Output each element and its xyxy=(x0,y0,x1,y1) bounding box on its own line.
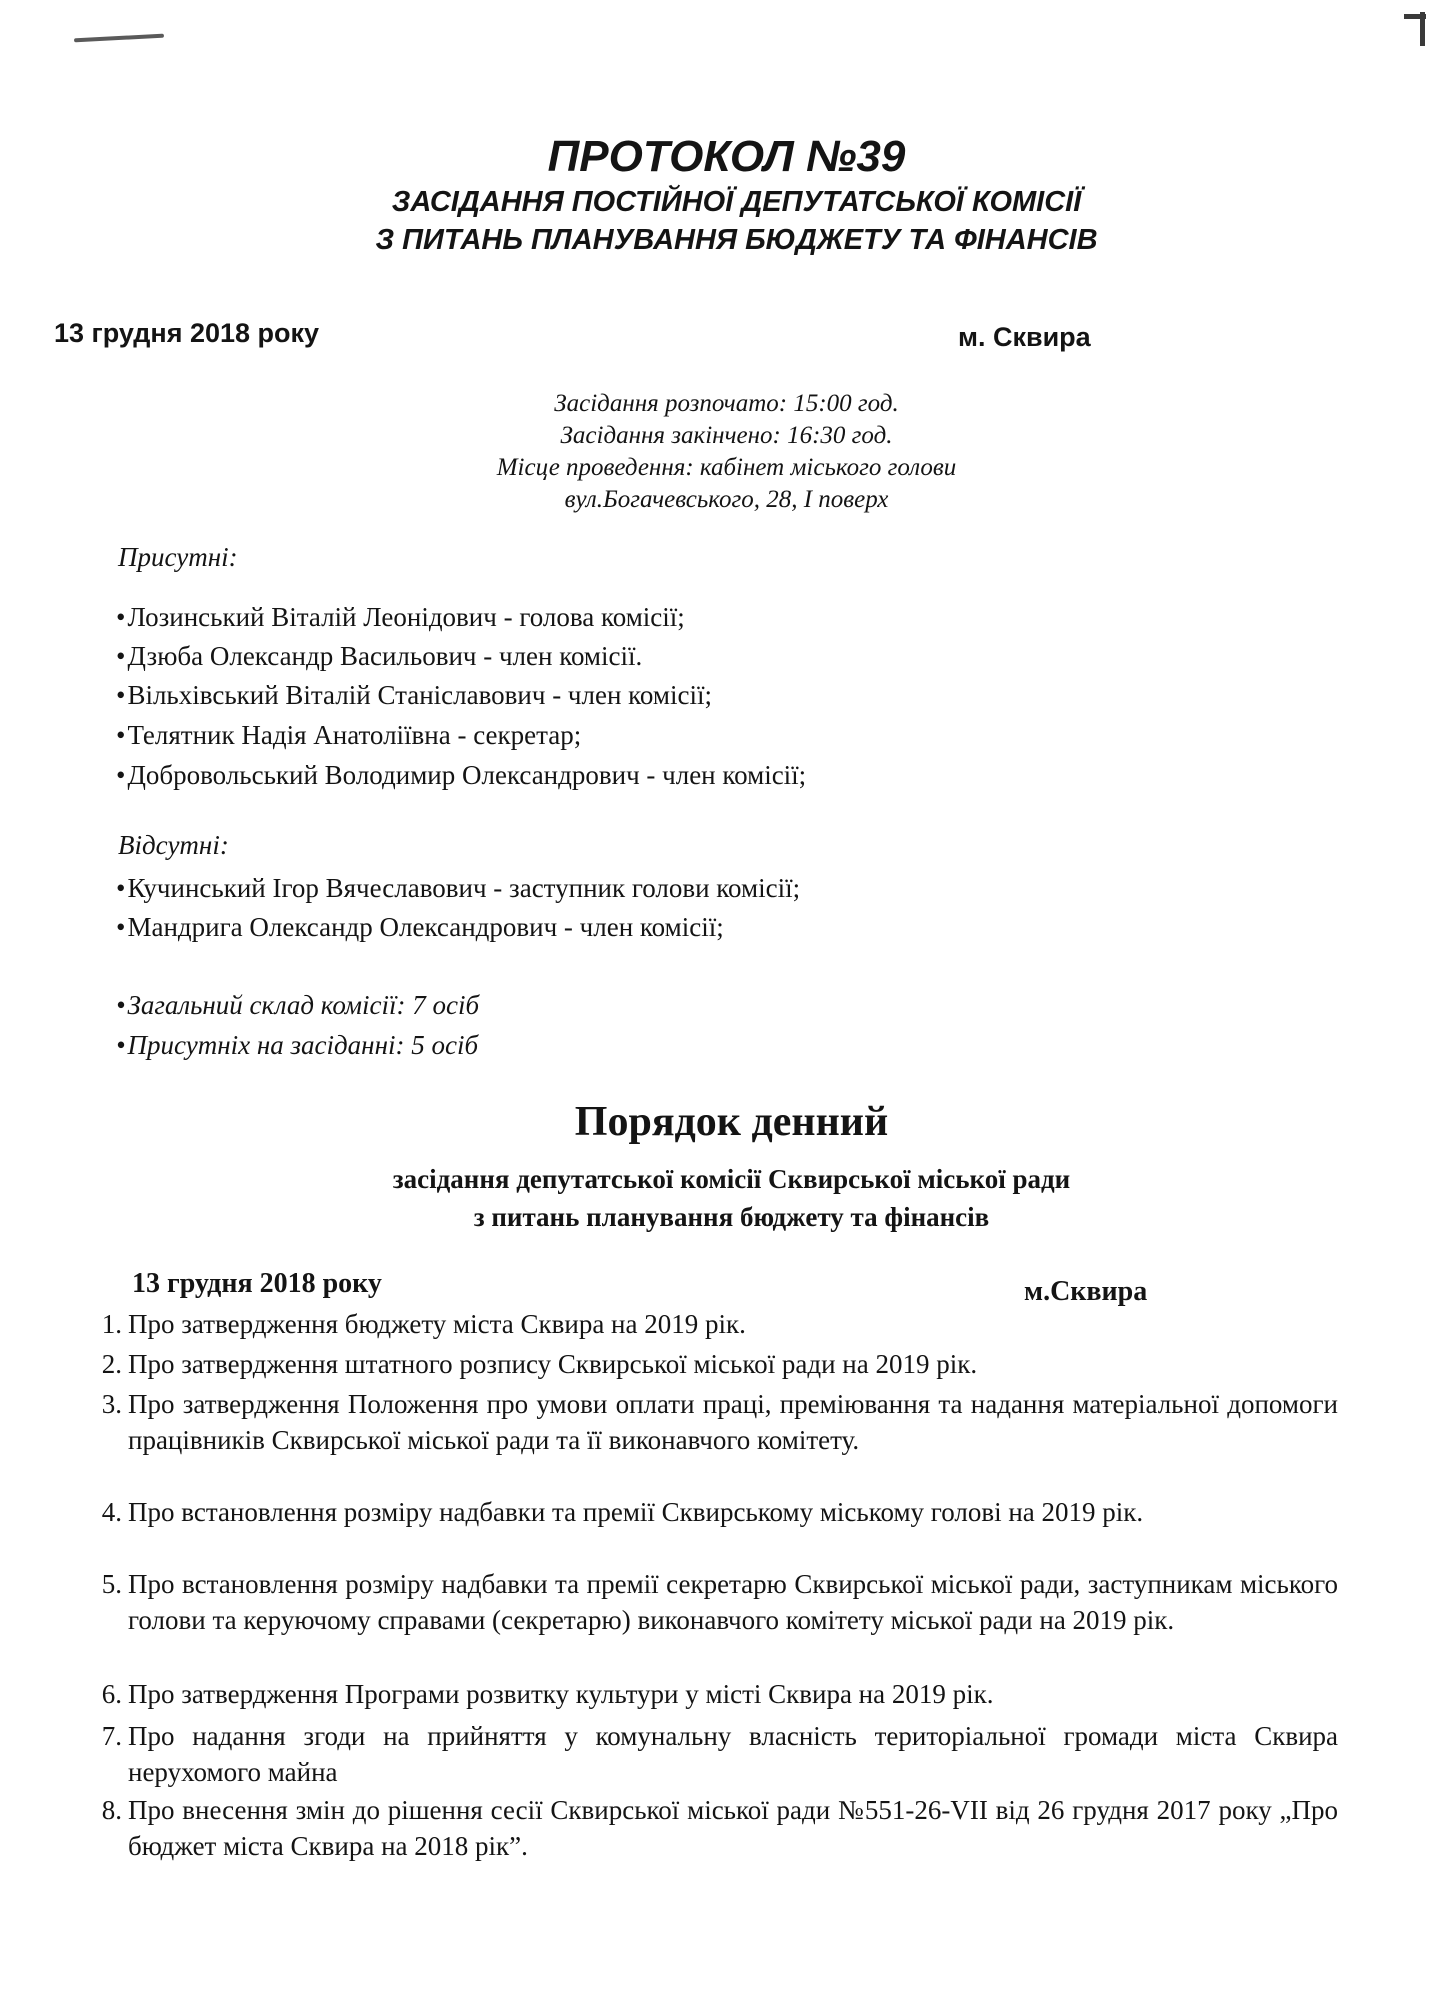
agenda-date: 13 грудня 2018 року xyxy=(132,1268,382,1299)
scan-mark-left xyxy=(74,34,164,43)
agenda-item-text: Про встановлення розміру надбавки та премії секретарю Сквирської міської ради, заступникам міського голови та керуючому справами (секретарю) виконавчого комітету міської ради на 2019 рік. xyxy=(128,1569,1338,1635)
absent-member: • Кучинський Ігор Вячеславович - заступник голови комісії; xyxy=(116,873,800,904)
present-member: • Телятник Надія Анатоліївна - секретар; xyxy=(116,720,581,751)
agenda-item xyxy=(80,1306,1338,1342)
document-subtitle-line2: З ПИТАНЬ ПЛАНУВАННЯ БЮДЖЕТУ ТА ФІНАНСІВ xyxy=(375,224,1098,256)
agenda-item xyxy=(80,1386,1338,1458)
attendees-count: • Присутніх на засіданні: 5 осіб xyxy=(116,1030,478,1061)
agenda-item-number: 2. xyxy=(101,1349,122,1379)
meeting-date: 13 грудня 2018 року xyxy=(54,318,320,348)
agenda-item-number: 4. xyxy=(101,1497,122,1527)
document-subtitle-line1: ЗАСІДАННЯ ПОСТІЙНОЇ ДЕПУТАТСЬКОЇ КОМІСІЇ xyxy=(391,186,1082,218)
scan-mark-right-top xyxy=(1404,14,1426,19)
agenda-item xyxy=(80,1494,1338,1530)
agenda-item-text: Про встановлення розміру надбавки та премії Сквирському міському голові на 2019 рік. xyxy=(128,1497,1144,1527)
meeting-city: м. Сквира xyxy=(958,322,1091,352)
agenda-item xyxy=(80,1718,1338,1790)
agenda-item-text: Про затвердження бюджету міста Сквира на 2019 рік. xyxy=(128,1309,746,1339)
commission-total-count: • Загальний склад комісії: 7 осіб xyxy=(116,990,479,1021)
agenda-item-number: 1. xyxy=(101,1309,122,1339)
agenda-item xyxy=(80,1346,1338,1382)
agenda-city: м.Сквира xyxy=(1024,1276,1148,1307)
agenda-item-text: Про затвердження Програми розвитку культури у місті Сквира на 2019 рік. xyxy=(128,1679,994,1709)
absent-label: Відсутні: xyxy=(118,830,229,860)
agenda-item-text: Про внесення змін до рішення сесії Сквирської міської ради №551-26-VII від 26 грудня 2017 року „Про бюджет міста Сквира на 2018 рік”. xyxy=(128,1795,1338,1861)
agenda-item xyxy=(80,1676,1338,1712)
agenda-item-text: Про надання згоди на прийняття у комунальну власність територіальної громади міста Сквира нерухомого майна xyxy=(128,1721,1338,1787)
meeting-start-time: Засідання розпочато: 15:00 год. xyxy=(554,390,899,417)
agenda-item-number: 6. xyxy=(101,1679,122,1709)
present-label: Присутні: xyxy=(118,542,238,572)
meeting-address: вул.Богачевського, 28, І поверх xyxy=(564,486,889,513)
present-member: • Дзюба Олександр Васильович - член комісії. xyxy=(116,641,642,672)
present-member: • Добровольський Володимир Олександрович - член комісії; xyxy=(116,760,806,791)
present-member: • Лозинський Віталій Леонідович - голова комісії; xyxy=(116,602,685,633)
agenda-item xyxy=(80,1792,1338,1864)
document-title: ПРОТОКОЛ №39 xyxy=(547,132,906,181)
meeting-place: Місце проведення: кабінет міського голови xyxy=(496,454,957,481)
agenda-item-number: 5. xyxy=(101,1569,122,1599)
agenda-item-number: 8. xyxy=(101,1795,122,1825)
agenda-item-text: Про затвердження штатного розпису Сквирської міської ради на 2019 рік. xyxy=(128,1349,978,1379)
absent-member: • Мандрига Олександр Олександрович - член комісії; xyxy=(116,912,724,943)
agenda-subtitle-line1: засідання депутатської комісії Сквирської міської ради xyxy=(392,1164,1071,1194)
agenda-title: Порядок денний xyxy=(574,1099,889,1145)
agenda-subtitle-line2: з питань планування бюджету та фінансів xyxy=(473,1202,990,1232)
agenda-item-text: Про затвердження Положення про умови оплати праці, преміювання та надання матеріальної допомоги працівників Сквирської міської ради та її виконавчого комітету. xyxy=(128,1389,1338,1455)
agenda-item xyxy=(80,1566,1338,1638)
meeting-end-time: Засідання закінчено: 16:30 год. xyxy=(560,422,893,449)
present-member: • Вільхівський Віталій Станіславович - член комісії; xyxy=(116,680,712,711)
agenda-item-number: 7. xyxy=(101,1721,122,1751)
agenda-item-number: 3. xyxy=(101,1389,122,1419)
